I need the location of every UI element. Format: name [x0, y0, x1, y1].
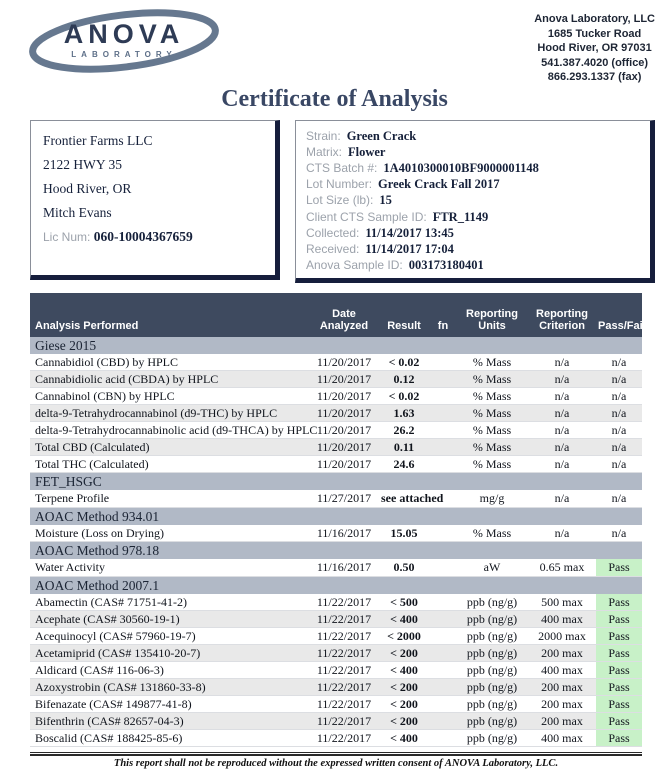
anova-logo [26, 8, 222, 74]
logo-wordmark: ANOVA [63, 19, 185, 49]
license-row [43, 225, 263, 249]
section-header-label: AOAC Method 2007.1 [30, 576, 642, 594]
sample-field-label: Matrix: [306, 144, 342, 159]
cell-passfail: Pass [596, 696, 642, 713]
footer-divider [30, 752, 642, 756]
cell-result: < 500 [378, 594, 430, 611]
cell-analysis: Cannabinol (CBN) by HPLC [30, 388, 310, 405]
cell-result: < 400 [378, 730, 430, 747]
cell-result: < 200 [378, 713, 430, 730]
cell-result: 15.05 [378, 525, 430, 542]
cell-result: see attached [378, 490, 430, 507]
cell-units: ppb (ng/g) [456, 611, 528, 628]
cell-passfail: Pass [596, 594, 642, 611]
cell-analysis: Cannabidiolic acid (CBDA) by HPLC [30, 371, 310, 388]
sample-field-value: Green Crack [346, 128, 417, 143]
cell-result: 0.50 [378, 559, 430, 576]
cell-fn [430, 439, 456, 456]
results-table-wrap [30, 293, 646, 748]
cell-passfail: Pass [596, 628, 642, 645]
client-lines [43, 129, 263, 225]
sample-field-label: Collected: [306, 225, 360, 240]
col-header-fn: fn [430, 293, 456, 337]
lab-address-block [534, 12, 655, 85]
cell-analysis: Moisture (Loss on Drying) [30, 525, 310, 542]
table-row [30, 405, 642, 422]
cell-date: 11/22/2017 [310, 713, 378, 730]
cell-passfail: n/a [596, 456, 642, 473]
cell-date: 11/22/2017 [310, 628, 378, 645]
section-header-label: AOAC Method 934.01 [30, 507, 642, 525]
cell-criterion: 200 max [528, 679, 596, 696]
cell-result: < 2000 [378, 628, 430, 645]
table-row [30, 559, 642, 576]
cell-result: 0.12 [378, 371, 430, 388]
cell-date: 11/22/2017 [310, 594, 378, 611]
col-header-analysis: Analysis Performed [30, 293, 310, 337]
table-row [30, 371, 642, 388]
cell-criterion: 200 max [528, 713, 596, 730]
cell-result: 26.2 [378, 422, 430, 439]
sample-field [306, 192, 640, 208]
section-header-row [30, 576, 642, 594]
client-line: Hood River, OR [43, 180, 132, 196]
client-info-box [30, 120, 280, 280]
cell-analysis: Bifenazate (CAS# 149877-41-8) [30, 696, 310, 713]
cell-date: 11/22/2017 [310, 679, 378, 696]
cell-units: mg/g [456, 490, 528, 507]
cell-fn [430, 679, 456, 696]
cell-result: < 200 [378, 696, 430, 713]
cell-result: < 400 [378, 662, 430, 679]
logo-subtitle: LABORATORY [71, 50, 177, 59]
sample-field-value: FTR_1149 [432, 209, 489, 224]
cell-criterion: n/a [528, 456, 596, 473]
cell-passfail: n/a [596, 525, 642, 542]
table-row [30, 696, 642, 713]
cell-analysis: Total CBD (Calculated) [30, 439, 310, 456]
lab-address-line: 866.293.1337 (fax) [547, 71, 642, 84]
sample-field [306, 257, 640, 273]
cell-analysis: delta-9-Tetrahydrocannabinolic acid (d9-THCA) by HPLC [30, 422, 310, 439]
table-row [30, 679, 642, 696]
cell-fn [430, 594, 456, 611]
cell-units: aW [456, 559, 528, 576]
cell-fn [430, 662, 456, 679]
section-header-label: Giese 2015 [30, 337, 642, 354]
lab-address-line: 541.387.4020 (office) [541, 56, 649, 69]
table-row [30, 354, 642, 371]
cell-fn [430, 456, 456, 473]
cell-date: 11/22/2017 [310, 645, 378, 662]
cell-fn [430, 730, 456, 747]
table-row [30, 662, 642, 679]
cell-date: 11/22/2017 [310, 662, 378, 679]
cell-result: 1.63 [378, 405, 430, 422]
table-row [30, 645, 642, 662]
sample-field-label: Received: [306, 242, 360, 256]
table-row [30, 490, 642, 507]
cell-date: 11/20/2017 [310, 456, 378, 473]
table-row [30, 439, 642, 456]
sample-field [306, 241, 640, 257]
table-row [30, 611, 642, 628]
cell-date: 11/27/2017 [310, 490, 378, 507]
lab-address-line: Hood River, OR 97031 [537, 42, 652, 55]
page-header [0, 0, 669, 85]
cell-units: % Mass [456, 456, 528, 473]
cell-passfail: n/a [596, 439, 642, 456]
sample-info-box [295, 120, 655, 283]
col-header-passfail: Pass/Fail [596, 293, 642, 337]
sample-field-label: Lot Number: [306, 177, 373, 192]
client-line: 2122 HWY 35 [43, 156, 122, 172]
cell-result: 24.6 [378, 456, 430, 473]
cell-fn [430, 645, 456, 662]
cell-units: ppb (ng/g) [456, 645, 528, 662]
cell-fn [430, 628, 456, 645]
cell-units: % Mass [456, 388, 528, 405]
cell-units: % Mass [456, 354, 528, 371]
cell-criterion: n/a [528, 371, 596, 388]
client-line: Frontier Farms LLC [43, 132, 153, 148]
table-row [30, 422, 642, 439]
cell-criterion: 2000 max [528, 628, 596, 645]
footer-disclaimer: This report shall not be reproduced without the expressed written consent of ANOVA Laboratory, LLC. [113, 758, 559, 769]
cell-date: 11/16/2017 [310, 559, 378, 576]
cell-passfail: n/a [596, 388, 642, 405]
page-title: Certificate of Analysis [221, 85, 448, 112]
cell-criterion: 400 max [528, 611, 596, 628]
sample-field-value: 1A4010300010BF9000001148 [383, 160, 539, 175]
cell-criterion: n/a [528, 422, 596, 439]
cell-units: % Mass [456, 439, 528, 456]
page-footer [30, 752, 642, 769]
license-label: Lic Num: [43, 229, 91, 244]
cell-passfail: Pass [596, 713, 642, 730]
cell-passfail: n/a [596, 371, 642, 388]
cell-passfail: Pass [596, 559, 642, 576]
cell-criterion: 400 max [528, 662, 596, 679]
lab-address-line: Anova Laboratory, LLC [534, 13, 655, 25]
cell-units: ppb (ng/g) [456, 594, 528, 611]
license-value: 060-10004367659 [93, 228, 193, 244]
sample-field-value: 11/14/2017 13:45 [365, 225, 454, 240]
cell-analysis: Water Activity [30, 559, 310, 576]
cell-fn [430, 354, 456, 371]
table-row [30, 628, 642, 645]
cell-units: % Mass [456, 525, 528, 542]
results-table-header [30, 293, 646, 337]
cell-fn [430, 696, 456, 713]
cell-date: 11/20/2017 [310, 388, 378, 405]
cell-analysis: Acequinocyl (CAS# 57960-19-7) [30, 628, 310, 645]
cell-analysis: Total THC (Calculated) [30, 456, 310, 473]
cell-criterion: n/a [528, 525, 596, 542]
client-line: Mitch Evans [43, 204, 112, 220]
cell-units: ppb (ng/g) [456, 679, 528, 696]
cell-analysis: Abamectin (CAS# 71751-41-2) [30, 594, 310, 611]
cell-date: 11/20/2017 [310, 371, 378, 388]
sample-field-label: Anova Sample ID: [306, 258, 403, 273]
sample-field-value: 15 [379, 193, 392, 208]
col-header-units: Reporting Units [456, 293, 528, 337]
cell-result: < 0.02 [378, 388, 430, 405]
cell-fn [430, 388, 456, 405]
cell-criterion: 200 max [528, 696, 596, 713]
cell-analysis: delta-9-Tetrahydrocannabinol (d9-THC) by HPLC [30, 405, 310, 422]
table-row [30, 525, 642, 542]
cell-date: 11/22/2017 [310, 696, 378, 713]
table-row [30, 456, 642, 473]
cell-date: 11/20/2017 [310, 405, 378, 422]
sample-field-value: Greek Crack Fall 2017 [378, 177, 500, 192]
cell-result: 0.11 [378, 439, 430, 456]
cell-analysis: Bifenthrin (CAS# 82657-04-3) [30, 713, 310, 730]
cell-passfail: Pass [596, 611, 642, 628]
sample-field-label: CTS Batch #: [306, 160, 378, 175]
cell-passfail: n/a [596, 405, 642, 422]
cell-fn [430, 525, 456, 542]
cell-date: 11/16/2017 [310, 525, 378, 542]
cell-passfail: Pass [596, 645, 642, 662]
sample-field-label: Lot Size (lb): [306, 193, 374, 208]
section-header-label: FET_HSGC [30, 473, 642, 491]
cell-result: < 400 [378, 611, 430, 628]
cell-units: % Mass [456, 422, 528, 439]
cell-fn [430, 371, 456, 388]
cell-criterion: 0.65 max [528, 559, 596, 576]
cell-analysis: Aldicard (CAS# 116-06-3) [30, 662, 310, 679]
table-row [30, 388, 642, 405]
cell-fn [430, 422, 456, 439]
cell-passfail: n/a [596, 490, 642, 507]
cell-fn [430, 713, 456, 730]
cell-units: ppb (ng/g) [456, 696, 528, 713]
info-boxes [30, 120, 655, 283]
sample-field [306, 176, 640, 192]
cell-units: % Mass [456, 405, 528, 422]
table-row [30, 713, 642, 730]
cell-criterion: n/a [528, 405, 596, 422]
cell-analysis: Azoxystrobin (CAS# 131860-33-8) [30, 679, 310, 696]
cell-date: 11/20/2017 [310, 422, 378, 439]
cell-passfail: Pass [596, 730, 642, 747]
sample-field [306, 144, 640, 160]
results-table-body [30, 337, 642, 747]
section-header-row [30, 542, 642, 560]
cell-passfail: Pass [596, 679, 642, 696]
section-header-row [30, 337, 642, 354]
section-header-label: AOAC Method 978.18 [30, 542, 642, 560]
cell-criterion: n/a [528, 388, 596, 405]
cell-units: ppb (ng/g) [456, 730, 528, 747]
cell-result: < 200 [378, 645, 430, 662]
cell-passfail: n/a [596, 422, 642, 439]
cell-result: < 200 [378, 679, 430, 696]
table-row [30, 594, 642, 611]
section-header-row [30, 473, 642, 491]
cell-units: ppb (ng/g) [456, 628, 528, 645]
table-row [30, 730, 642, 747]
sample-field [306, 160, 640, 176]
sample-field [306, 128, 640, 144]
section-header-row [30, 507, 642, 525]
cell-date: 11/22/2017 [310, 611, 378, 628]
cell-analysis: Cannabidiol (CBD) by HPLC [30, 354, 310, 371]
sample-field-value: 003173180401 [408, 258, 484, 273]
col-header-date: Date Analyzed [310, 293, 378, 337]
cell-criterion: n/a [528, 439, 596, 456]
cell-criterion: n/a [528, 490, 596, 507]
lab-address-line: 1685 Tucker Road [547, 27, 642, 40]
cell-date: 11/20/2017 [310, 354, 378, 371]
cell-criterion: 500 max [528, 594, 596, 611]
cell-date: 11/22/2017 [310, 730, 378, 747]
cell-analysis: Boscalid (CAS# 188425-85-6) [30, 730, 310, 747]
cell-fn [430, 611, 456, 628]
sample-field-value: Flower [348, 144, 386, 159]
cell-date: 11/20/2017 [310, 439, 378, 456]
cell-analysis: Acetamiprid (CAS# 135410-20-7) [30, 645, 310, 662]
cell-analysis: Terpene Profile [30, 490, 310, 507]
cell-fn [430, 559, 456, 576]
col-header-criterion: Reporting Criterion [528, 293, 596, 337]
sample-field [306, 225, 640, 241]
cell-units: ppb (ng/g) [456, 662, 528, 679]
sample-field-value: 11/14/2017 17:04 [365, 242, 454, 256]
cell-passfail: Pass [596, 662, 642, 679]
cell-passfail: n/a [596, 354, 642, 371]
cell-criterion: n/a [528, 354, 596, 371]
sample-field [306, 209, 640, 225]
sample-field-label: Strain: [306, 128, 341, 143]
cell-units: ppb (ng/g) [456, 713, 528, 730]
cell-units: % Mass [456, 371, 528, 388]
cell-criterion: 400 max [528, 730, 596, 747]
results-table [30, 293, 646, 748]
cell-result: < 0.02 [378, 354, 430, 371]
cell-criterion: 200 max [528, 645, 596, 662]
cell-fn [430, 405, 456, 422]
col-header-result: Result [378, 293, 430, 337]
sample-field-label: Client CTS Sample ID: [306, 209, 427, 224]
cell-analysis: Acephate (CAS# 30560-19-1) [30, 611, 310, 628]
